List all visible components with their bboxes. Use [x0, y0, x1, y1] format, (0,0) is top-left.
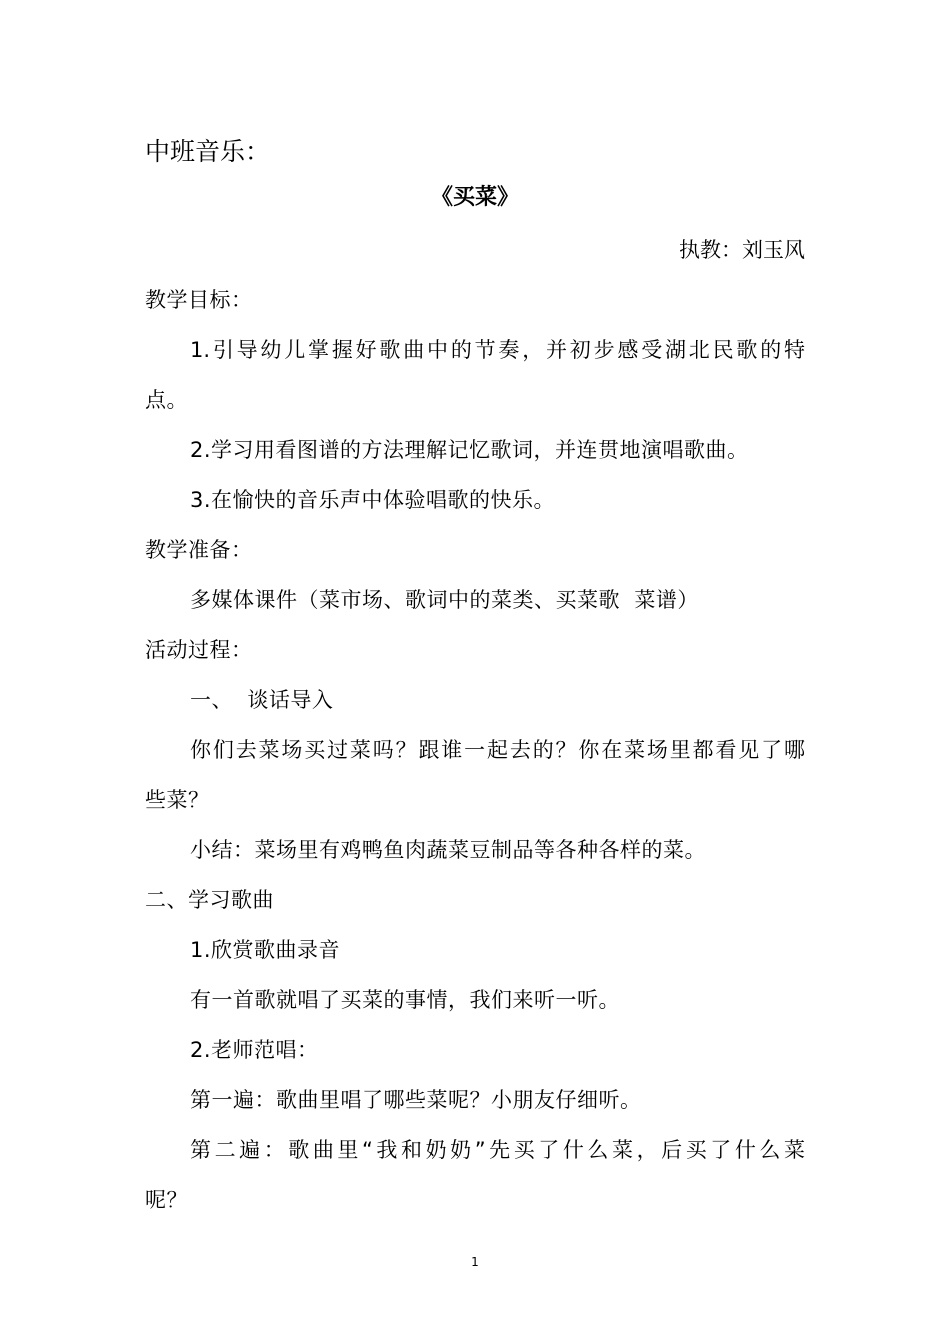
document-subtitle: 中班音乐： — [145, 137, 271, 166]
second-time-line-2: 呢？ — [145, 1188, 188, 1212]
document-title: 《买菜》 — [430, 185, 519, 210]
page-number: 1 — [471, 1255, 479, 1269]
objective-3: 3.在愉快的音乐声中体验唱歌的快乐。 — [190, 488, 556, 512]
section-1-heading: 一、 谈话导入 — [190, 688, 334, 712]
preparation-text: 多媒体课件（菜市场、歌词中的菜类、买菜歌 菜谱） — [190, 588, 699, 612]
objective-2: 2.学习用看图谱的方法理解记忆歌词，并连贯地演唱歌曲。 — [190, 438, 749, 462]
step-2-heading: 2.老师范唱： — [190, 1038, 319, 1062]
objective-1-line-2: 点。 — [145, 388, 188, 412]
preparation-heading: 教学准备： — [145, 538, 253, 562]
step-1-text: 有一首歌就唱了买菜的事情，我们来听一听。 — [190, 988, 620, 1012]
step-1-heading: 1.欣赏歌曲录音 — [190, 938, 341, 962]
first-time-text: 第一遍：歌曲里唱了哪些菜呢？小朋友仔细听。 — [190, 1088, 642, 1112]
process-heading: 活动过程： — [145, 638, 253, 662]
section-2-heading: 二、学习歌曲 — [145, 888, 274, 912]
author-line: 执教：刘玉风 — [679, 238, 805, 262]
second-time-line-1: 第二遍：歌曲里“我和奶奶”先买了什么菜，后买了什么菜 — [190, 1138, 805, 1162]
section-1-paragraph-line-1: 你们去菜场买过菜吗？跟谁一起去的？你在菜场里都看见了哪 — [190, 738, 805, 762]
objectives-heading: 教学目标： — [145, 288, 253, 312]
section-1-paragraph-line-2: 些菜？ — [145, 788, 210, 812]
section-1-summary: 小结：菜场里有鸡鸭鱼肉蔬菜豆制品等各种各样的菜。 — [190, 838, 706, 862]
objective-1-line-1: 1.引导幼儿掌握好歌曲中的节奏，并初步感受湖北民歌的特 — [190, 338, 805, 362]
